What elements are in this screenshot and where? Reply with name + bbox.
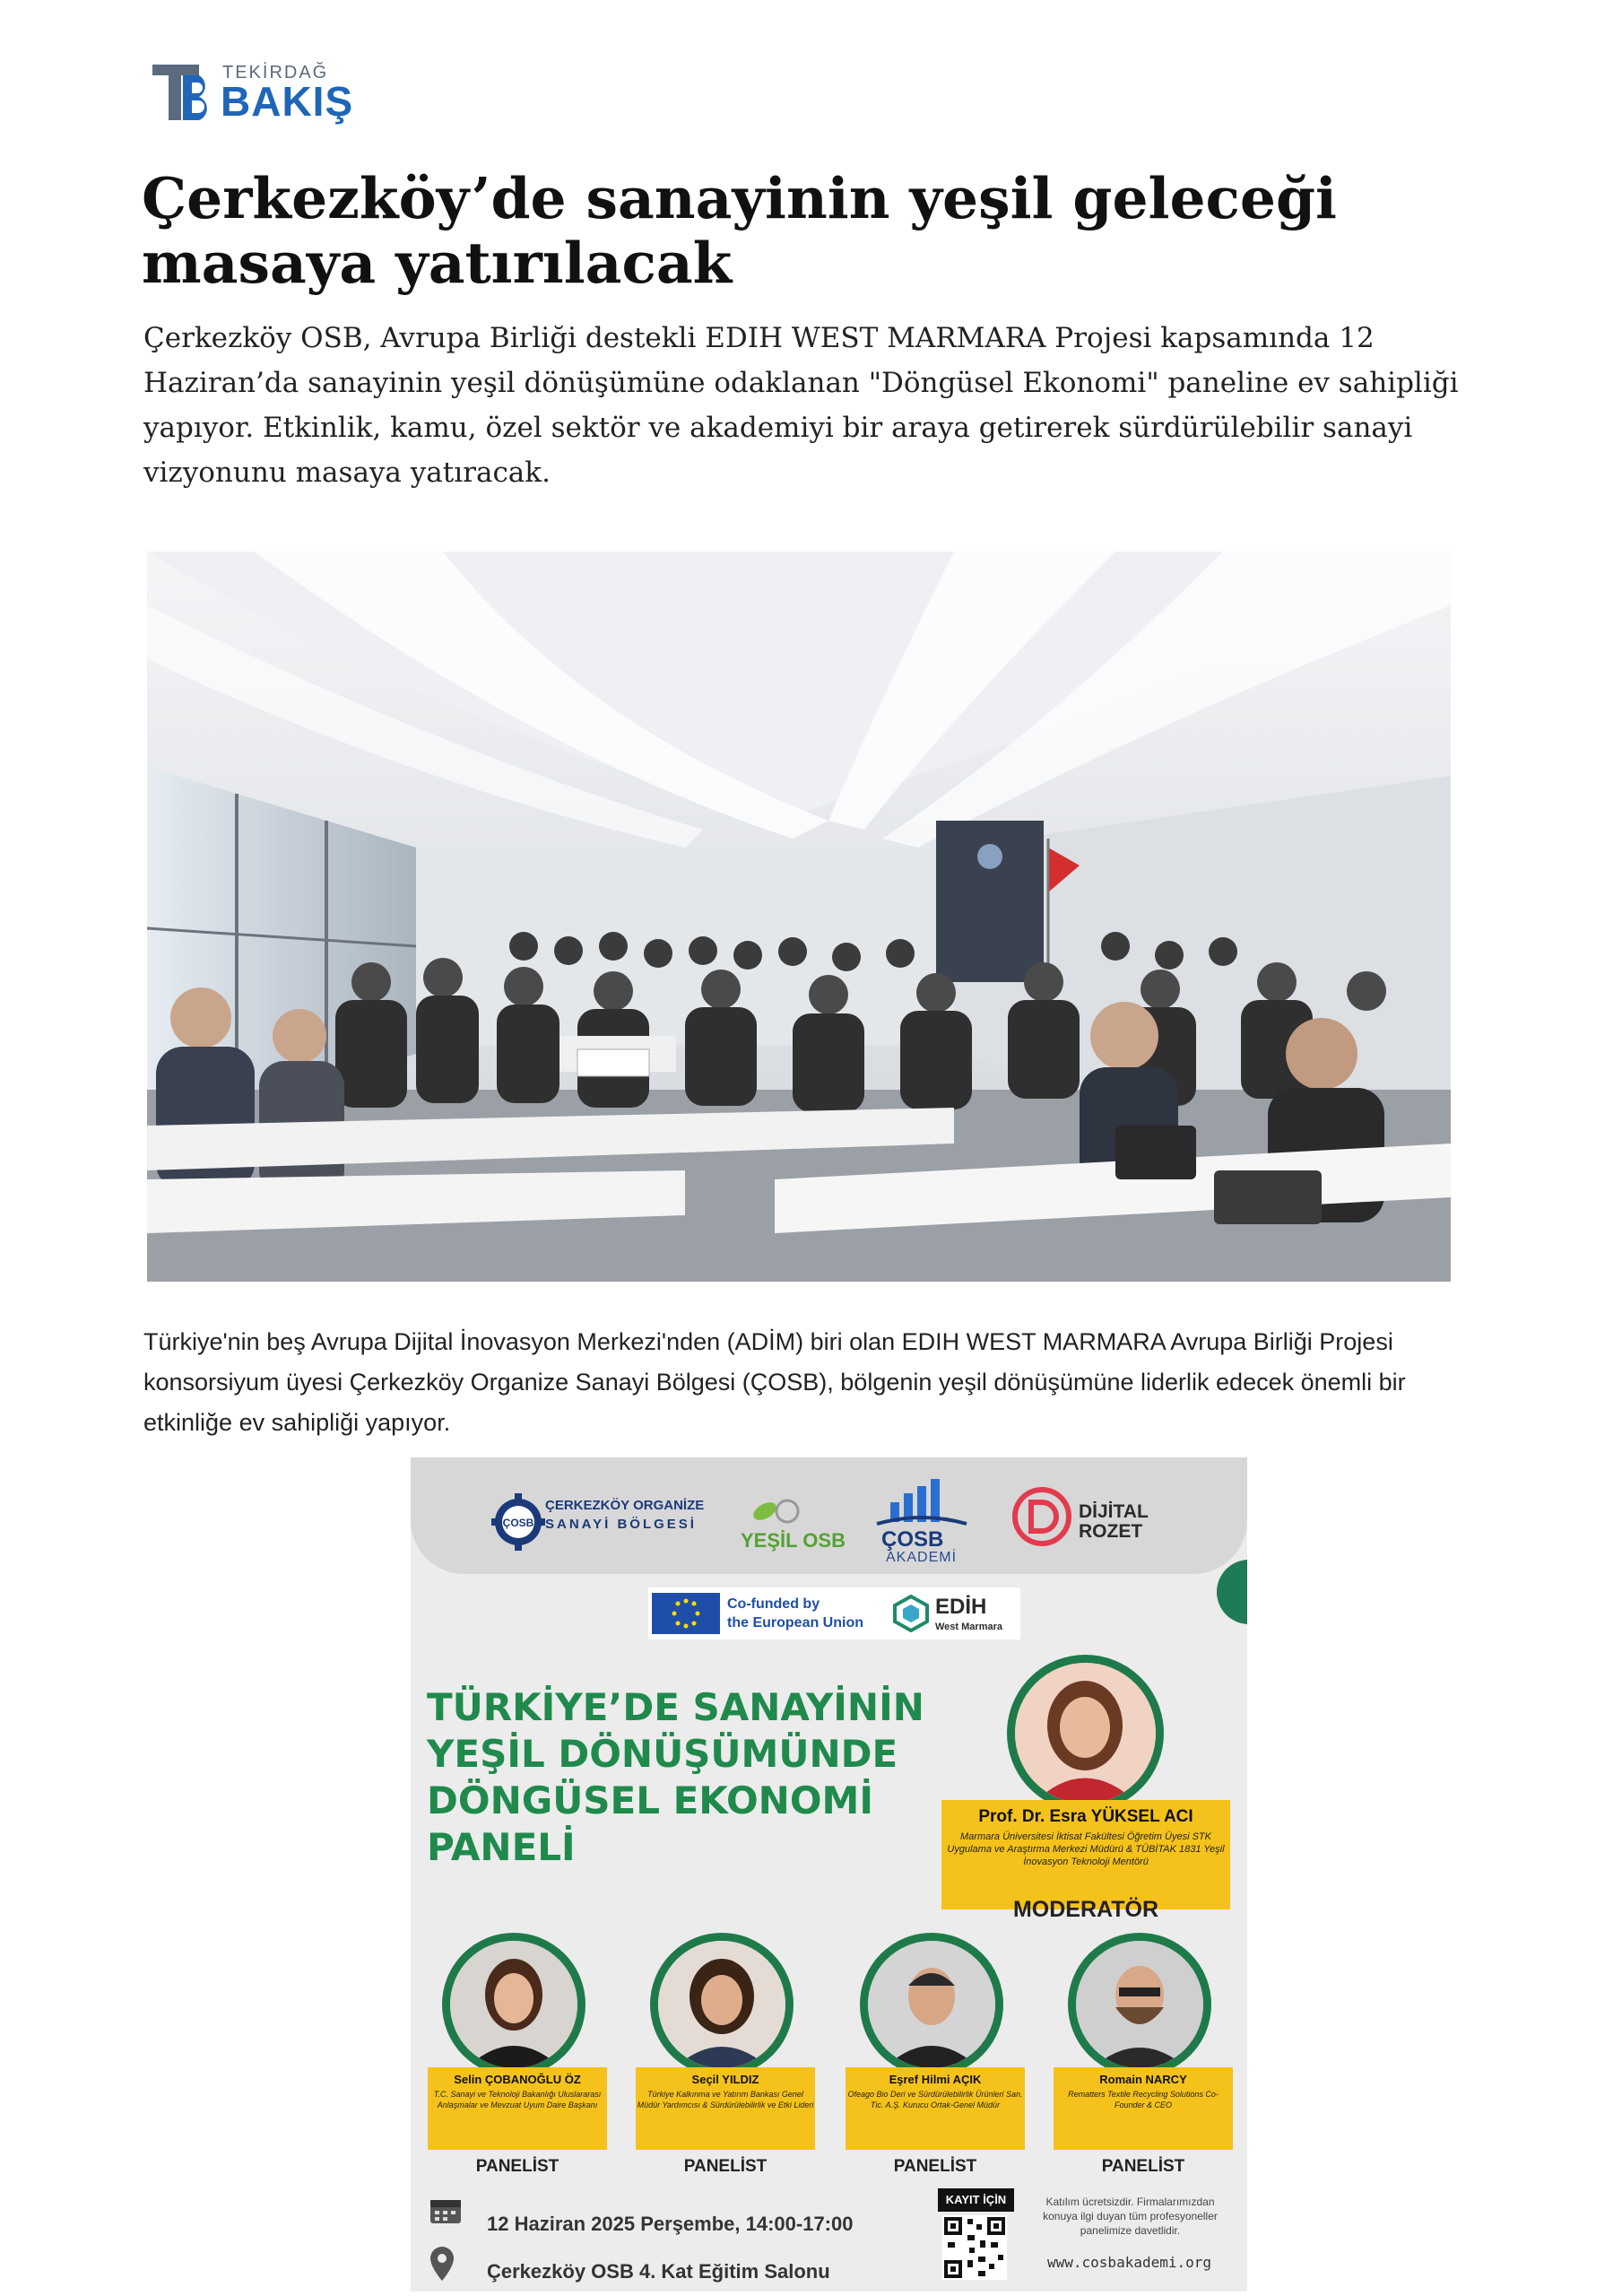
logo-city: TEKİRDAĞ <box>222 63 329 83</box>
poster-title-line: DÖNGÜSEL EKONOMİ <box>427 1779 873 1822</box>
panelist-label: PANELİST <box>683 2157 768 2176</box>
poster-title-line: PANELİ <box>427 1825 576 1869</box>
site-logo[interactable] <box>152 61 368 124</box>
panelist-label: PANELİST <box>893 2157 977 2176</box>
cosb-org-line2: SANAYİ BÖLGESİ <box>545 1517 697 1532</box>
cosb-gear-icon <box>491 1477 545 1567</box>
cosb-org-line1: ÇERKEZKÖY ORGANİZE <box>545 1498 705 1513</box>
article-headline <box>142 166 1487 295</box>
panelist-desc: T.C. Sanayi ve Teknoloji Bakanlığı Uluslararası Anlaşmalar ve Mevzuat Uyum Daire Başkanı <box>433 2090 602 2109</box>
eu-cofunded-text <box>727 1595 863 1632</box>
event-date: 12 Haziran 2025 Perşembe, 14:00-17:00 <box>487 2213 854 2235</box>
panelist-photo <box>650 1933 794 2076</box>
event-poster <box>411 1457 1247 2292</box>
panelist-name: Selin ÇOBANOĞLU ÖZ <box>454 2073 581 2086</box>
panelist-info <box>1054 2067 1233 2150</box>
panelist-desc: Ofeago Bio Deri ve Sürdürülebilirlik Ürünleri San. Tic. A.Ş. Kurucu Ortak-Genel Müdür <box>847 2090 1023 2109</box>
akademi-logo-title: ÇOSB <box>881 1527 944 1552</box>
panelist-info <box>428 2067 607 2150</box>
headline-line-2: masaya yatırılacak <box>142 230 733 296</box>
panelist-info <box>636 2067 815 2150</box>
edih-sub: West Marmara <box>935 1622 1002 1632</box>
moderator-desc: Marmara Üniversitesi İktisat Fakültesi Öğretim Üyesi STK Uygulama ve Araştırma Merkezi Müdürü & TÜBİTAK 1831 Yeşil İnovasyon Teknoloji Mentörü <box>947 1831 1225 1867</box>
dijital-line1: DİJİTAL <box>1079 1501 1149 1522</box>
poster-title-line: YEŞİL DÖNÜŞÜMÜNDE <box>427 1732 898 1776</box>
moderator-portrait-illustration <box>1015 1663 1156 1804</box>
panelist-info <box>846 2067 1025 2150</box>
article-body: Türkiye'nin beş Avrupa Dijital İnovasyon Merkezi'nden (ADİM) biri olan EDIH WEST MARMARA Avrupa Birliği Projesi konsorsiyum üyesi Çerkezköy Organize Sanayi Bölgesi (ÇOSB), bölgenin yeşil dönüşümüne liderlik edecek önemli bir etkinliğe ev sahipliği yapıyor. <box>143 1328 1406 1436</box>
yesil-osb-leaf-icon <box>747 1492 810 1527</box>
akademi-logo-sub: AKADEMİ <box>886 1550 958 1565</box>
panelist-label: PANELİST <box>1101 2157 1185 2176</box>
register-label: KAYIT İÇİN <box>938 2188 1014 2212</box>
article-photo <box>147 552 1451 1282</box>
participation-note: Katılım ücretsizdir. Firmalarımızdan konuya ilgi duyan tüm profesyoneller panelimize davetlidir. <box>1043 2196 1218 2237</box>
panelist-desc: Rematters Textile Recycling Solutions Co-Founder & CEO <box>1068 2090 1219 2109</box>
panelist-name: Romain NARCY <box>1099 2073 1187 2086</box>
moderator-label: MODERATÖR <box>1012 1897 1159 1922</box>
panelist-desc: Türkiye Kalkınma ve Yatırım Bankası Genel Müdür Yardımcısı & Sürdürülebilirlik ve Etki Lideri <box>637 2090 814 2109</box>
edih-logo: EDİH <box>935 1595 987 1619</box>
yesil-osb-logo: YEŞİL OSB <box>741 1529 846 1552</box>
panelist-label: PANELİST <box>475 2157 559 2176</box>
panelist-photo <box>860 1933 1003 2076</box>
eu-flag-icon <box>652 1593 720 1634</box>
moderator-card <box>941 1800 1230 1909</box>
panelist-card <box>842 1933 1030 2176</box>
location-pin-icon <box>429 2245 455 2283</box>
dijital-line2: ROZET <box>1079 1521 1143 1542</box>
eu-cofunded-banner <box>648 1587 1020 1639</box>
panelist-card <box>632 1933 820 2176</box>
panelist-card <box>424 1933 612 2176</box>
panelist-name: Eşref Hilmi AÇIK <box>889 2073 982 2086</box>
cosb-akademi-book-icon <box>872 1475 971 1529</box>
panelist-name: Seçil YILDIZ <box>691 2073 759 2086</box>
moderator-name: Prof. Dr. Esra YÜKSEL ACI <box>978 1807 1193 1826</box>
poster-url: www.cosbakademi.org <box>1047 2254 1212 2271</box>
eu-line1: Co-funded by <box>727 1596 820 1612</box>
edih-hexagon-icon <box>892 1595 930 1632</box>
article-lead: Çerkezköy OSB, Avrupa Birliği destekli EDIH WEST MARMARA Projesi kapsamında 12 Haziran’da sanayinin yeşil dönüşümüne odaklanan "Döngüsel Ekonomi" paneline ev sahipliği yapıyor. Etkinlik, kamu, özel sektör ve akademiyi bir araya getirerek sürdürülebilir sanayi vizyonunu masaya yatıracak. <box>143 322 1459 489</box>
eu-line2: the European Union <box>727 1615 863 1631</box>
calendar-icon <box>429 2195 463 2225</box>
conference-room-illustration <box>147 552 1451 1282</box>
event-location: Çerkezköy OSB 4. Kat Eğitim Salonu <box>487 2260 830 2283</box>
poster-title-line: TÜRKİYE’DE SANAYİNİN <box>427 1685 924 1729</box>
dijital-rozet-logo <box>1079 1502 1149 1542</box>
tb-logo-icon <box>152 61 217 124</box>
poster-title <box>427 1684 983 1871</box>
headline-line-1: Çerkezköy’de sanayinin yeşil geleceği <box>142 165 1337 231</box>
cosb-mark-text: ÇOSB <box>502 1517 534 1529</box>
qr-code-icon <box>942 2215 1007 2280</box>
green-corner-circle <box>1213 1556 1247 1628</box>
panelist-card <box>1050 1933 1238 2176</box>
moderator-photo <box>1007 1655 1164 1812</box>
dijital-rozet-icon <box>1010 1484 1074 1549</box>
panelist-photo <box>1068 1933 1211 2076</box>
logo-brand: BAKIŞ <box>221 78 354 125</box>
panelist-photo <box>442 1933 585 2076</box>
